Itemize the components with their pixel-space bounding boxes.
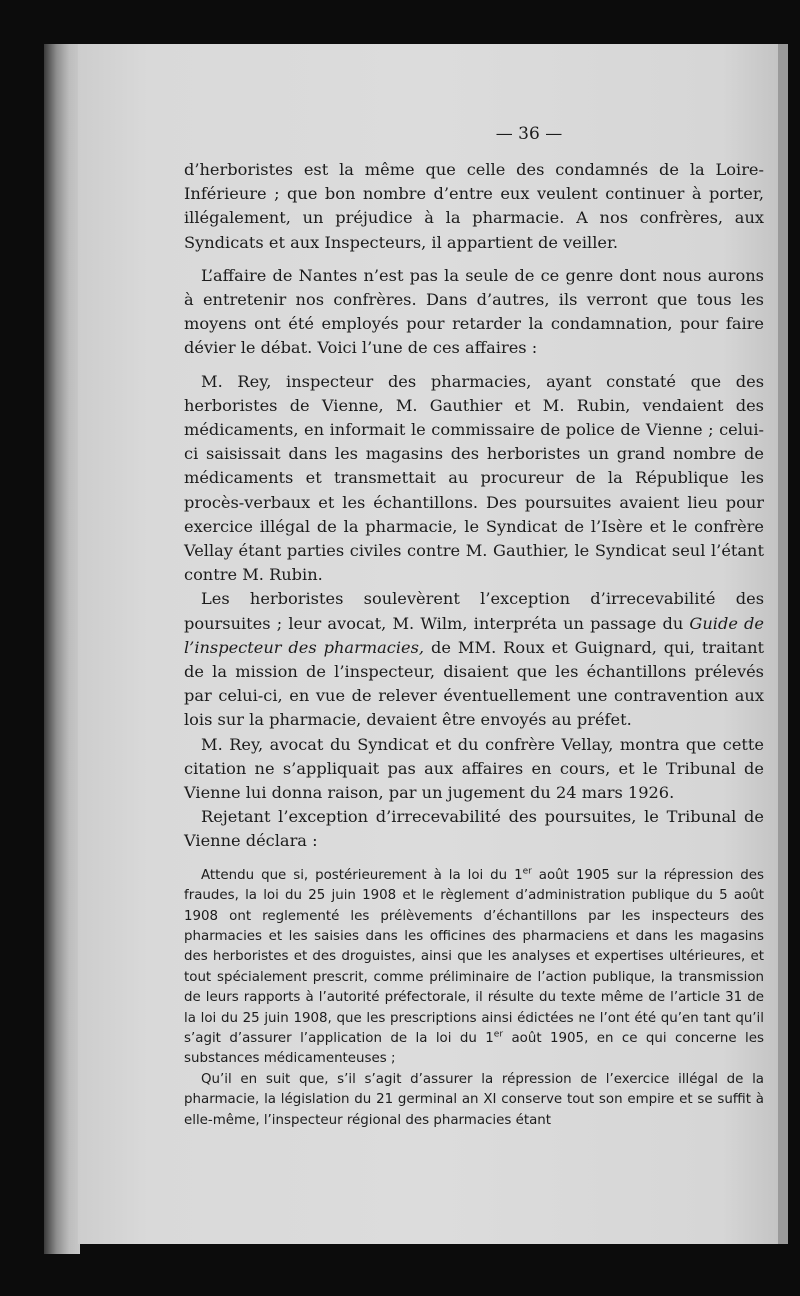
citation-text: Attendu que si, postérieurement à la loi du 1 [201, 867, 523, 883]
book-title-italic: Guide de l’inspecteur des pharmacies, [184, 613, 764, 657]
superscript: er [493, 1029, 504, 1040]
page-text [184, 122, 764, 1131]
paragraph-rey-inspection: M. Rey, inspecteur des pharmacies, ayant constaté que des herboristes de Vienne, M. Gauthier et M. Rubin, vendaient des médicaments, en informait le commissaire de police de Vienne ; celui-ci saisissait dans les magasins des herboristes un grand nombre de médicaments et transmettait au procureur de la République les procès-verbaux et les échantillons. Des poursuites avaient lieu pour exercice illégal de la pharmacie, le Syndicat de l’Isère et le confrère Vellay étant parties civiles contre M. Gauthier, le Syndicat seul l’étant contre M. Rubin. [184, 371, 764, 585]
paragraph-herboristes-exception [184, 587, 764, 732]
citation-text: août 1905, en ce qui concerne les substances médicamenteuses ; [184, 1030, 764, 1067]
paragraph-continuation: d’herboristes est la même que celle des condamnés de la Loire-Inférieure ; que bon nombre d’entre eux veulent continuer à porter, illégalement, un préjudice à la pharmacie. A nos confrères, aux Syndicats et aux Inspecteurs, il appartient de veiller. [184, 160, 764, 252]
paragraph-text: de MM. Roux et Guignard, qui, traitant de la mission de l’inspecteur, disaient que les échantillons prélevés par celui-ci, en vue de relever éventuellement une contravention aux lois sur la pharmacie, devaient être envoyés au préfet. [184, 637, 764, 730]
paragraph-tribunal-declara: Rejetant l’exception d’irrecevabilité des poursuites, le Tribunal de Vienne déclara : [184, 807, 764, 851]
page-number: — 36 — [495, 124, 563, 144]
paragraph-text: Les herboristes soulevèrent l’exception d’irrecevabilité des poursuites ; leur avocat, M. Wilm, interpréta un passage du [184, 589, 764, 633]
page-edge [778, 44, 788, 1244]
citation-attendu [184, 866, 764, 1070]
paragraph-rey-avocat: M. Rey, avocat du Syndicat et du confrère Vellay, montra que cette citation ne s’appliquait pas aux affaires en cours, et le Tribunal de Vienne lui donna raison, par un jugement du 24 mars 1926. [184, 734, 764, 803]
citation-quil-en-suit: Qu’il en suit que, s’il s’agit d’assurer la répression de l’exercice illégal de la pharmacie, la législation du 21 germinal an XI conserve tout son empire et se suffit à elle-même, l’inspecteur régional des pharmacies étant [184, 1071, 764, 1128]
citation-text: août 1905 sur la répression des fraudes, la loi du 25 juin 1908 et le règlement d’administration publique du 5 août 1908 ont reglementé les prélèvements d’échantillons par les inspecteurs des pharmacies et les saisies dans les officines des pharmaciens et dans les magasins des herboristes et des droguistes, ainsi que les analyses et expertises ultérieures, et tout spécialement prescrit, comme préliminaire de l’action publique, la transmission de leurs rapports à l’autorité préfectorale, il résulte du texte même de l’article 31 de la loi du 25 juin 1908, que les prescriptions ainsi édictées ne l’ont été qu’en tant qu’il s’agit d’assurer l’application de la loi du 1 [184, 867, 764, 1046]
paragraph-nantes-affair: L’affaire de Nantes n’est pas la seule de ce genre dont nous aurons à entretenir nos confrères. Dans d’autres, ils verront que tous les moyens ont été employés pour retarder la condamnation, pour faire dévier le débat. Voici l’une de ces affaires : [184, 265, 764, 358]
superscript: er [522, 866, 532, 877]
book-gutter-shadow [44, 44, 80, 1254]
